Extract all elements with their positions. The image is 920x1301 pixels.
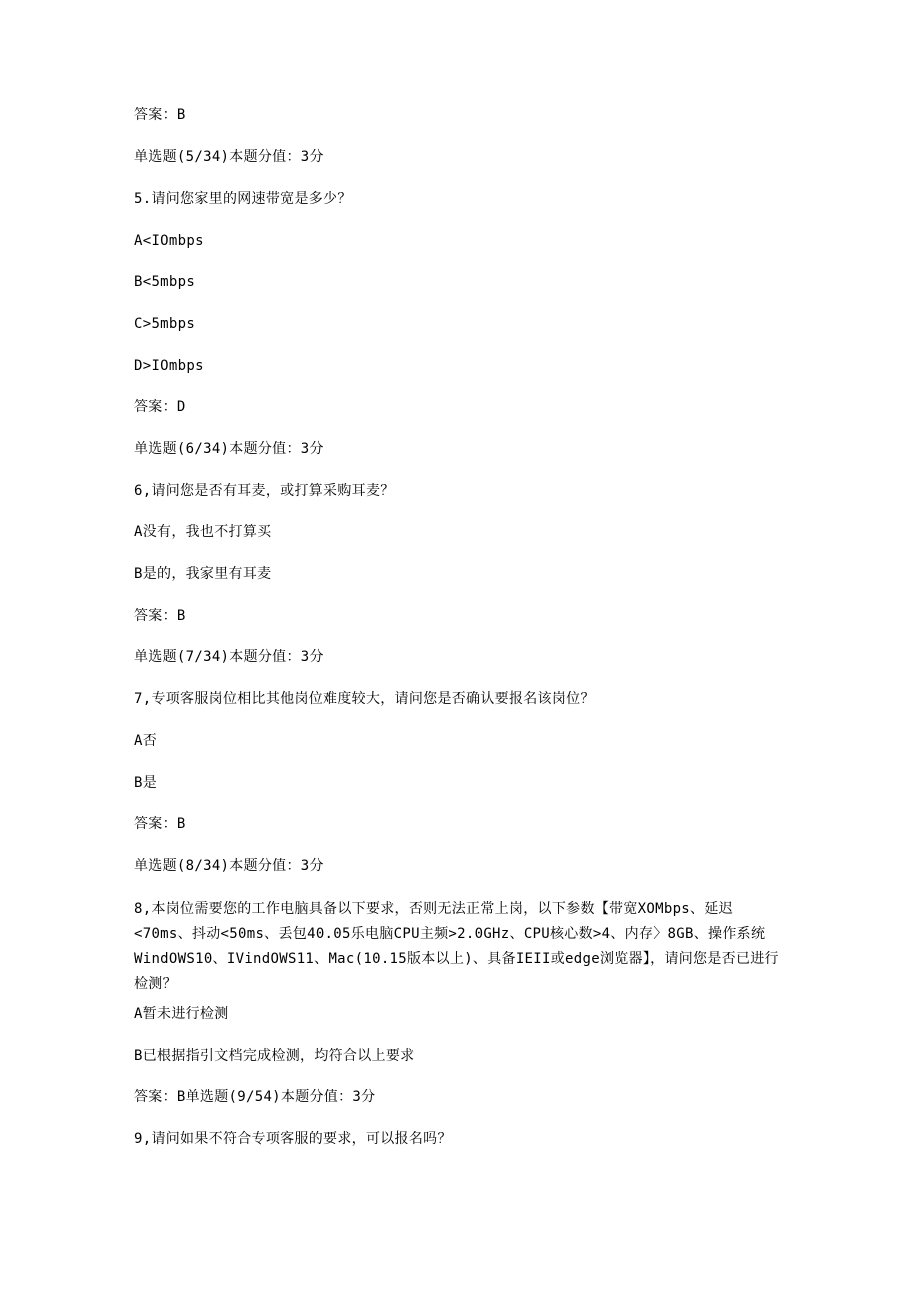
option-a: A暂未进行检测 xyxy=(134,1006,229,1022)
option-b: B是的，我家里有耳麦 xyxy=(134,566,272,582)
option-b: B是 xyxy=(134,775,158,791)
question-text: 6,请问您是否有耳麦，或打算采购耳麦？ xyxy=(134,483,395,499)
question-text: 7,专项客服岗位相比其他岗位难度较大，请问您是否确认要报名该岗位？ xyxy=(134,691,595,707)
option-a: A没有，我也不打算买 xyxy=(134,524,272,540)
option-d: D>IOmbps xyxy=(134,358,204,374)
option-a: A<IOmbps xyxy=(134,233,204,249)
option-b: B<5mbps xyxy=(134,274,196,290)
option-a: A否 xyxy=(134,733,158,749)
question-header: 单选题(7/34)本题分值：3分 xyxy=(134,649,324,665)
answer-line: 答案：B xyxy=(134,608,186,624)
question-header: 单选题(8/34)本题分值：3分 xyxy=(134,858,324,874)
answer-line: 答案：B xyxy=(134,107,186,123)
answer-line: 答案：D xyxy=(134,399,186,415)
option-b: B已根据指引文档完成检测，均符合以上要求 xyxy=(134,1048,415,1064)
question-header: 单选题(6/34)本题分值：3分 xyxy=(134,441,324,457)
option-c: C>5mbps xyxy=(134,316,196,332)
answer-line: 答案：B xyxy=(134,816,186,832)
question-text: 5.请问您家里的网速带宽是多少？ xyxy=(134,191,352,207)
question-header: 单选题(5/34)本题分值：3分 xyxy=(134,149,324,165)
question-text: 9,请问如果不符合专项客服的要求，可以报名吗？ xyxy=(134,1131,452,1147)
question-text-q8: 8,本岗位需要您的工作电脑具备以下要求，否则无法正常上岗，以下参数【带宽XOMbps、延迟<70ms、抖动<50ms、丢包40.05乐电脑CPU主频>2.0GHz、CPU核心数>4、内存〉8GB、操作系统WindOWS10、IVindOWS11、Mac(10.15版本以上)、具备IEII或edge浏览器】，请问您是否已进行检测？ xyxy=(134,901,779,992)
answer-line: 答案：B单选题(9/54)本题分值：3分 xyxy=(134,1089,376,1105)
